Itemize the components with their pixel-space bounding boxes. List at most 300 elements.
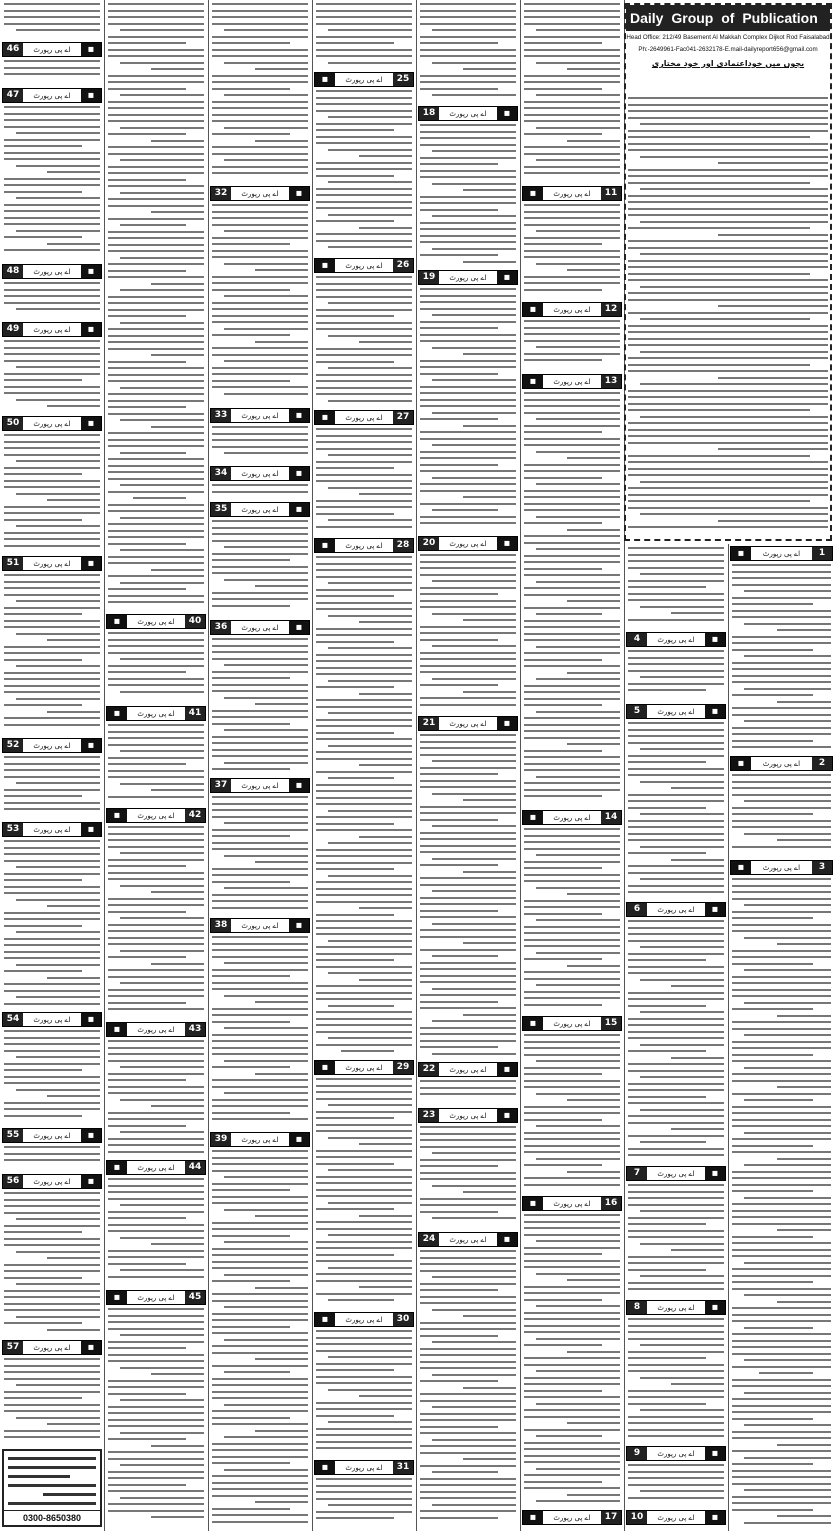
notice-header-13	[522, 374, 622, 389]
notice-header-33	[210, 408, 310, 423]
notice-label: اے پی رپورٹ	[449, 1235, 487, 1244]
notice-number: 25	[393, 73, 413, 86]
notice-number: 7	[627, 1167, 647, 1180]
notice-label: اے پی رپورٹ	[33, 1177, 71, 1186]
notice-tag-icon: ■	[523, 303, 543, 316]
notice-label: اے پی رپورٹ	[33, 267, 71, 276]
notice-tag-icon: ■	[107, 707, 127, 720]
article-text	[420, 1126, 516, 1229]
article-text	[4, 756, 100, 819]
column-5	[418, 0, 518, 1531]
notice-number: 48	[3, 265, 23, 278]
notice-header-16	[522, 1196, 622, 1211]
article-text	[212, 796, 308, 915]
notice-header-31	[314, 1460, 414, 1475]
notice-number: 10	[627, 1511, 647, 1524]
notice-label: اے پی رپورٹ	[137, 617, 175, 626]
notice-number: 20	[419, 537, 439, 550]
article-text	[732, 564, 831, 753]
notice-number: 45	[185, 1291, 205, 1304]
article-text	[628, 650, 724, 701]
article-text	[316, 276, 412, 407]
notice-label: اے پی رپورٹ	[137, 709, 175, 718]
notice-number: 31	[393, 1461, 413, 1474]
notice-number: 54	[3, 1013, 23, 1026]
notice-label: اے پی رپورٹ	[241, 781, 279, 790]
article-text	[4, 340, 100, 413]
article-text	[420, 734, 516, 1059]
notice-tag-icon: ■	[705, 1167, 725, 1180]
notice-number: 16	[601, 1197, 621, 1210]
article-text	[108, 1178, 204, 1287]
notice-header-11	[522, 186, 622, 201]
masthead-title: Daily Group of Publication	[626, 5, 830, 31]
notice-label: اے پی رپورٹ	[553, 813, 591, 822]
article-text	[212, 520, 308, 617]
notice-label: اے پی رپورٹ	[449, 539, 487, 548]
notice-number: 6	[627, 903, 647, 916]
notice-header-34	[210, 466, 310, 481]
notice-number: 15	[601, 1017, 621, 1030]
notice-header-3	[730, 860, 833, 875]
notice-label: اے پی رپورٹ	[345, 1063, 383, 1072]
notice-label: اے پی رپورٹ	[33, 559, 71, 568]
notice-header-4	[626, 632, 726, 647]
article-text	[4, 840, 100, 1009]
notice-label: اے پی رپورٹ	[241, 1135, 279, 1144]
article-text	[420, 554, 516, 713]
office-address: Head Office: 212/49 Basement Al Makkah Complex Dijkot Rod Faisalabad	[626, 34, 830, 41]
notice-tag-icon: ■	[523, 375, 543, 388]
notice-label: اے پی رپورٹ	[762, 549, 801, 558]
notice-tag-icon: ■	[289, 621, 309, 634]
notice-tag-icon: ■	[289, 919, 309, 932]
article-text	[316, 1478, 412, 1528]
notice-header-15	[522, 1016, 622, 1031]
notice-label: اے پی رپورٹ	[345, 413, 383, 422]
notice-header-9	[626, 1446, 726, 1461]
notice-label: اے پی رپورٹ	[33, 325, 71, 334]
notice-tag-icon: ■	[107, 615, 127, 628]
notice-label: اے پی رپورٹ	[449, 1065, 487, 1074]
notice-number: 17	[601, 1511, 621, 1524]
notice-header-21	[418, 716, 518, 731]
notice-header-57	[2, 1340, 102, 1355]
notice-number: 8	[627, 1301, 647, 1314]
notice-header-47	[2, 88, 102, 103]
advert-text	[8, 1457, 96, 1511]
notice-label: اے پی رپورٹ	[345, 261, 383, 270]
notice-tag-icon: ■	[315, 259, 335, 272]
article-text	[212, 204, 308, 405]
notice-label: اے پی رپورٹ	[657, 635, 695, 644]
notice-tag-icon: ■	[315, 1061, 335, 1074]
notice-number: 11	[601, 187, 621, 200]
article-text	[628, 1184, 724, 1297]
contact-line: Ph:-2649961-Fac041-2632178-E.mail-dailyreport656@gmail.com	[638, 46, 818, 53]
notice-number: 36	[211, 621, 231, 634]
article-text	[4, 282, 100, 319]
notice-label: اے پی رپورٹ	[33, 1131, 71, 1140]
article-text	[108, 632, 204, 703]
notice-number: 34	[211, 467, 231, 480]
notice-header-32	[210, 186, 310, 201]
notice-number: 47	[3, 89, 23, 102]
article-text	[420, 288, 516, 533]
notice-tag-icon: ■	[289, 503, 309, 516]
article-text	[212, 484, 308, 499]
notice-number: 35	[211, 503, 231, 516]
notice-number: 2	[812, 757, 832, 770]
notice-header-43	[106, 1022, 206, 1037]
notice-tag-icon: ■	[289, 187, 309, 200]
notice-label: اے پی رپورٹ	[241, 505, 279, 514]
notice-number: 4	[627, 633, 647, 646]
notice-label: اے پی رپورٹ	[345, 541, 383, 550]
publisher-advert	[2, 1449, 102, 1527]
notice-label: اے پی رپورٹ	[449, 1111, 487, 1120]
notice-label: اے پی رپورٹ	[553, 1019, 591, 1028]
notice-header-38	[210, 918, 310, 933]
article-text	[4, 1146, 100, 1171]
notice-header-48	[2, 264, 102, 279]
article-text	[212, 1150, 308, 1528]
notice-tag-icon: ■	[523, 811, 543, 824]
article-text	[628, 547, 724, 629]
article-text	[524, 320, 620, 371]
notice-number: 42	[185, 809, 205, 822]
notice-label: اے پی رپورٹ	[657, 1513, 695, 1522]
notice-label: اے پی رپورٹ	[137, 1293, 175, 1302]
notice-label: اے پی رپورٹ	[33, 1015, 71, 1024]
editorial-heading: بچوں میں خوداعتمادی اور خود مختاری	[651, 59, 805, 68]
notice-label: اے پی رپورٹ	[33, 825, 71, 834]
notice-tag-icon: ■	[107, 1161, 127, 1174]
notice-label: اے پی رپورٹ	[553, 305, 591, 314]
article-text	[316, 90, 412, 255]
article-text	[628, 722, 724, 899]
notice-header-12	[522, 302, 622, 317]
article-text	[4, 3, 100, 39]
notice-header-45	[106, 1290, 206, 1305]
notice-number: 23	[419, 1109, 439, 1122]
notice-tag-icon: ■	[731, 547, 751, 560]
notice-header-49	[2, 322, 102, 337]
notice-label: اے پی رپورٹ	[137, 1163, 175, 1172]
notice-tag-icon: ■	[315, 73, 335, 86]
article-text	[316, 3, 412, 69]
notice-number: 21	[419, 717, 439, 730]
notice-header-35	[210, 502, 310, 517]
notice-number: 46	[3, 43, 23, 56]
notice-number: 18	[419, 107, 439, 120]
notice-tag-icon: ■	[289, 409, 309, 422]
notice-number: 27	[393, 411, 413, 424]
notice-label: اے پی رپورٹ	[657, 1303, 695, 1312]
notice-header-42	[106, 808, 206, 823]
notice-number: 30	[393, 1313, 413, 1326]
notice-tag-icon: ■	[81, 1341, 101, 1354]
notice-header-26	[314, 258, 414, 273]
notice-tag-icon: ■	[81, 265, 101, 278]
column-3	[210, 0, 310, 1531]
notice-tag-icon: ■	[705, 1511, 725, 1524]
notice-header-27	[314, 410, 414, 425]
notice-tag-icon: ■	[523, 1511, 543, 1524]
notice-number: 24	[419, 1233, 439, 1246]
notice-label: اے پی رپورٹ	[345, 1315, 383, 1324]
notice-tag-icon: ■	[289, 779, 309, 792]
notice-number: 29	[393, 1061, 413, 1074]
notice-number: 32	[211, 187, 231, 200]
notice-tag-icon: ■	[705, 633, 725, 646]
notice-header-56	[2, 1174, 102, 1189]
article-text	[4, 574, 100, 735]
notice-tag-icon: ■	[315, 539, 335, 552]
notice-label: اے پی رپورٹ	[449, 719, 487, 728]
notice-label: اے پی رپورٹ	[345, 1463, 383, 1472]
article-text	[108, 1040, 204, 1157]
notice-number: 19	[419, 271, 439, 284]
notice-header-22	[418, 1062, 518, 1077]
notice-number: 44	[185, 1161, 205, 1174]
notice-header-19	[418, 270, 518, 285]
notice-header-55	[2, 1128, 102, 1143]
notice-number: 22	[419, 1063, 439, 1076]
notice-tag-icon: ■	[81, 417, 101, 430]
notice-header-44	[106, 1160, 206, 1175]
notice-header-40	[106, 614, 206, 629]
notice-label: اے پی رپورٹ	[241, 189, 279, 198]
column-6	[522, 0, 622, 1531]
notice-number: 28	[393, 539, 413, 552]
notice-header-23	[418, 1108, 518, 1123]
notice-header-39	[210, 1132, 310, 1147]
notice-number: 1	[812, 547, 832, 560]
notice-number: 14	[601, 811, 621, 824]
notice-tag-icon: ■	[497, 107, 517, 120]
notice-label: اے پی رپورٹ	[553, 377, 591, 386]
notice-header-10	[626, 1510, 726, 1525]
notice-label: اے پی رپورٹ	[762, 759, 801, 768]
notice-tag-icon: ■	[315, 411, 335, 424]
notice-tag-icon: ■	[705, 1301, 725, 1314]
article-text	[4, 434, 100, 553]
notice-header-28	[314, 538, 414, 553]
notice-header-30	[314, 1312, 414, 1327]
article-text	[108, 3, 204, 611]
notice-number: 3	[812, 861, 832, 874]
notice-label: اے پی رپورٹ	[137, 1025, 175, 1034]
notice-label: اے پی رپورٹ	[657, 1169, 695, 1178]
notice-header-25	[314, 72, 414, 87]
notice-header-54	[2, 1012, 102, 1027]
notice-tag-icon: ■	[705, 903, 725, 916]
notice-number: 5	[627, 705, 647, 718]
article-text	[628, 1318, 724, 1443]
article-text	[4, 1030, 100, 1125]
notice-tag-icon: ■	[107, 1023, 127, 1036]
article-text	[108, 1308, 204, 1528]
notice-number: 41	[185, 707, 205, 720]
notice-header-41	[106, 706, 206, 721]
notice-number: 56	[3, 1175, 23, 1188]
notice-number: 57	[3, 1341, 23, 1354]
notice-header-51	[2, 556, 102, 571]
notice-label: اے پی رپورٹ	[33, 741, 71, 750]
notice-header-37	[210, 778, 310, 793]
column-1	[2, 0, 102, 1531]
notice-header-50	[2, 416, 102, 431]
notice-label: اے پی رپورٹ	[657, 707, 695, 716]
notice-tag-icon: ■	[81, 1013, 101, 1026]
notice-tag-icon: ■	[523, 187, 543, 200]
notice-label: اے پی رپورٹ	[345, 75, 383, 84]
notice-tag-icon: ■	[107, 809, 127, 822]
notice-label: اے پی رپورٹ	[762, 863, 801, 872]
notice-number: 52	[3, 739, 23, 752]
article-text	[524, 828, 620, 1013]
notice-tag-icon: ■	[81, 89, 101, 102]
notice-tag-icon: ■	[497, 1233, 517, 1246]
column-8	[730, 544, 833, 1531]
notice-number: 53	[3, 823, 23, 836]
notice-number: 39	[211, 1133, 231, 1146]
notice-number: 51	[3, 557, 23, 570]
notice-header-6	[626, 902, 726, 917]
notice-tag-icon: ■	[107, 1291, 127, 1304]
article-text	[420, 1080, 516, 1105]
notice-number: 37	[211, 779, 231, 792]
article-text	[420, 3, 516, 103]
notice-number: 40	[185, 615, 205, 628]
notice-tag-icon: ■	[81, 323, 101, 336]
article-text	[212, 3, 308, 183]
article-text	[212, 426, 308, 463]
notice-header-2	[730, 756, 833, 771]
article-text	[212, 638, 308, 775]
notice-tag-icon: ■	[523, 1017, 543, 1030]
notice-tag-icon: ■	[497, 1063, 517, 1076]
article-text	[108, 724, 204, 805]
notice-number: 50	[3, 417, 23, 430]
notice-header-5	[626, 704, 726, 719]
notice-header-29	[314, 1060, 414, 1075]
notice-tag-icon: ■	[289, 1133, 309, 1146]
notice-tag-icon: ■	[81, 739, 101, 752]
notice-tag-icon: ■	[523, 1197, 543, 1210]
notice-number: 38	[211, 919, 231, 932]
editorial-body	[628, 97, 828, 537]
column-2	[106, 0, 206, 1531]
notice-label: اے پی رپورٹ	[553, 1513, 591, 1522]
notice-label: اے پی رپورٹ	[553, 1199, 591, 1208]
notice-number: 43	[185, 1023, 205, 1036]
notice-label: اے پی رپورٹ	[449, 109, 487, 118]
notice-number: 13	[601, 375, 621, 388]
notice-header-53	[2, 822, 102, 837]
article-text	[524, 204, 620, 299]
notice-tag-icon: ■	[497, 1109, 517, 1122]
notice-header-20	[418, 536, 518, 551]
notice-number: 55	[3, 1129, 23, 1142]
notice-number: 12	[601, 303, 621, 316]
article-text	[524, 1214, 620, 1507]
article-text	[316, 556, 412, 1057]
notice-tag-icon: ■	[705, 705, 725, 718]
notice-header-7	[626, 1166, 726, 1181]
notice-label: اے پی رپورٹ	[449, 273, 487, 282]
article-text	[4, 106, 100, 261]
article-text	[420, 124, 516, 267]
advert-phone: 0300-8650380	[4, 1510, 100, 1525]
article-text	[732, 878, 831, 1528]
article-text	[524, 392, 620, 807]
article-text	[628, 920, 724, 1163]
notice-label: اے پی رپورٹ	[33, 419, 71, 428]
notice-label: اے پی رپورٹ	[33, 45, 71, 54]
notice-tag-icon: ■	[731, 757, 751, 770]
notice-tag-icon: ■	[81, 1129, 101, 1142]
masthead-box	[624, 3, 832, 541]
notice-header-36	[210, 620, 310, 635]
article-text	[420, 1250, 516, 1528]
notice-header-18	[418, 106, 518, 121]
notice-tag-icon: ■	[497, 271, 517, 284]
notice-number: 33	[211, 409, 231, 422]
notice-label: اے پی رپورٹ	[241, 921, 279, 930]
notice-header-17	[522, 1510, 622, 1525]
notice-header-46	[2, 42, 102, 57]
notice-tag-icon: ■	[81, 557, 101, 570]
notice-tag-icon: ■	[315, 1461, 335, 1474]
article-text	[524, 1034, 620, 1193]
notice-label: اے پی رپورٹ	[33, 1343, 71, 1352]
article-text	[316, 1330, 412, 1457]
notice-tag-icon: ■	[731, 861, 751, 874]
notice-number: 9	[627, 1447, 647, 1460]
article-text	[524, 3, 620, 183]
notice-tag-icon: ■	[81, 43, 101, 56]
article-text	[628, 1464, 724, 1507]
article-text	[108, 826, 204, 1019]
notice-label: اے پی رپورٹ	[657, 1449, 695, 1458]
article-text	[212, 936, 308, 1129]
notice-tag-icon: ■	[81, 1175, 101, 1188]
notice-tag-icon: ■	[289, 467, 309, 480]
notice-tag-icon: ■	[315, 1313, 335, 1326]
notice-header-52	[2, 738, 102, 753]
notice-tag-icon: ■	[705, 1447, 725, 1460]
notice-label: اے پی رپورٹ	[241, 469, 279, 478]
notice-tag-icon: ■	[497, 717, 517, 730]
notice-number: 49	[3, 323, 23, 336]
article-text	[732, 774, 831, 857]
notice-header-1	[730, 546, 833, 561]
article-text	[316, 1078, 412, 1309]
article-text	[4, 1192, 100, 1337]
column-7	[626, 544, 726, 1531]
notice-label: اے پی رپورٹ	[241, 623, 279, 632]
article-text	[4, 1358, 100, 1443]
notice-label: اے پی رپورٹ	[553, 189, 591, 198]
notice-header-24	[418, 1232, 518, 1247]
article-text	[4, 60, 100, 85]
notice-number: 26	[393, 259, 413, 272]
notice-header-14	[522, 810, 622, 825]
column-4	[314, 0, 414, 1531]
notice-header-8	[626, 1300, 726, 1315]
